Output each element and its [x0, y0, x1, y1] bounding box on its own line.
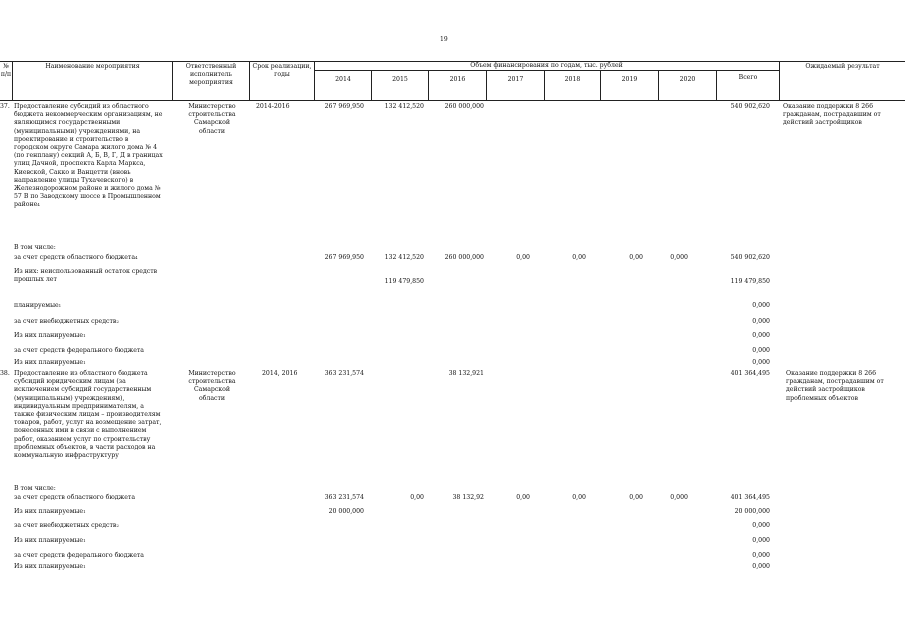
row38-sub-label: Из них планируемые$^1$: [14, 537, 86, 544]
row38-sub-1-value-2015: 0,00: [410, 494, 424, 501]
row37-sub-3-value-Всего: 0,000: [752, 302, 770, 309]
row37-sub-label: Из них планируемые$^1$: [14, 332, 86, 339]
row38-sub-label: Из них планируемые$^1$: [14, 563, 86, 570]
row37-sub-1-value-Всего: 540 902,620: [730, 254, 770, 261]
row37-sub-footnote: 1: [83, 333, 86, 338]
row37-sub-label: за счет средств областного бюджета$^4$: [14, 254, 138, 261]
header-year-2019: 2019: [621, 76, 638, 83]
row37-sub-footnote: 4: [135, 255, 138, 260]
row37-sub-footnote: 2: [116, 319, 119, 324]
row38-sub-1-value-Всего: 401 364,495: [730, 494, 770, 501]
page-number: 19: [440, 36, 448, 43]
row38-sub-2-value-2014: 20 000,000: [328, 508, 364, 515]
row38-term: 2014, 2016: [262, 370, 298, 377]
row38-sub-1-value-2019: 0,00: [629, 494, 643, 501]
row38-sub-3-value-Всего: 0,000: [752, 522, 770, 529]
row37-sub-label: планируемые$^1$: [14, 302, 62, 309]
row37-value-2016: 260 000,000: [444, 103, 484, 110]
row37-sub-5-value-Всего: 0,000: [752, 332, 770, 339]
row38-no: 38.: [0, 370, 10, 377]
row37-sub-label: за счет внебюджетных средств$^2$: [14, 318, 119, 325]
row37-value-2015: 132 412,520: [384, 103, 424, 110]
row38-sub-footnote: 1: [83, 538, 86, 543]
row38-sub-label: за счет средств областного бюджета: [14, 494, 136, 501]
row37-sub-1-value-2017: 0,00: [516, 254, 530, 261]
row37-sub-label: за счет средств федерального бюджета: [14, 347, 144, 354]
row37-sub-2-value-Всего: 119 479,850: [730, 278, 770, 285]
row38-sub-footnote: 1: [83, 564, 86, 569]
header-bottom-line: [0, 100, 905, 101]
row37-sub-label: Из них планируемые$^1$: [14, 359, 86, 366]
row38-resp: Министерство строительства Самарской области: [188, 370, 236, 402]
row38-sub-1-value-2018: 0,00: [572, 494, 586, 501]
row37-sub-1-value-2020: 0,000: [670, 254, 688, 261]
header-col-fin: Объем финансирования по годам, тыс. рублей: [470, 62, 623, 69]
row37-sub-1-value-2019: 0,00: [629, 254, 643, 261]
row38-value-2014: 363 231,574: [324, 370, 364, 377]
header-year-2018: 2018: [564, 76, 581, 83]
row37-sub-4-value-Всего: 0,000: [752, 318, 770, 325]
row38-value-2016: 38 132,921: [448, 370, 484, 377]
row37-sub-1-value-2015: 132 412,520: [384, 254, 424, 261]
row38-sub-1-value-2016: 38 132,92: [452, 494, 484, 501]
row38-sub-2-value-Всего: 20 000,000: [734, 508, 770, 515]
row38-sub-label: за счет внебюджетных средств$^2$: [14, 522, 119, 529]
row38-result: Оказание поддержки 8 266 гражданам, пострадавшим от действий застройщиков проблемных объектов: [786, 370, 884, 402]
header-col-result: Ожидаемый результат: [805, 63, 880, 70]
row37-sub-1-value-2016: 260 000,000: [444, 254, 484, 261]
row37-resp: Министерство строительства Самарской области: [188, 103, 236, 135]
row37-term: 2014-2016: [256, 103, 290, 110]
header-col-name: Наименование мероприятия: [45, 63, 140, 70]
row38-sub-1-value-2014: 363 231,574: [324, 494, 364, 501]
row37-sub-6-value-Всего: 0,000: [752, 347, 770, 354]
row37-sub-label: Из них: неиспользованный остаток средств прошлых лет: [14, 268, 158, 284]
header-year-2015: 2015: [392, 76, 408, 83]
header-col-term: Срок реализации, годы: [252, 63, 312, 78]
row37-sub-label: В том числе:: [14, 244, 56, 251]
row37-value-Всего: 540 902,620: [730, 103, 770, 110]
header-year-2020: 2020: [679, 76, 696, 83]
row37-result: Оказание поддержки 8 266 гражданам, пострадавшим от действий застройщиков: [783, 103, 881, 127]
row38-sub-1-value-2017: 0,00: [516, 494, 530, 501]
header-col-resp: Ответственный исполнитель мероприятия: [185, 63, 237, 86]
row37-sub-1-value-2014: 267 969,950: [324, 254, 364, 261]
row38-sub-label: Из них планируемые$^1$: [14, 508, 86, 515]
row37-name: Предоставление субсидий из областного бюджета некоммерческим организациям, не являющимся государственными (муниципальными) учреждениями, на проектирование и строительство в городском округе Самара жилого дома № 4 (по генплану) секций А, Б, В, Г, Д в границах улиц Дачной, проспекта Карла Маркса, Киевской, Сакко и Ванцетти (вновь направление улицы Тухачевского) в Железнодорожном районе и жилого дома № 57 В по Заводскому шоссе в Промышленном районе$^4$: [14, 103, 163, 209]
header-col-no: № п/п: [0, 63, 12, 78]
row37-sub-footnote: 1: [58, 303, 62, 308]
row37-sub-1-value-2018: 0,00: [572, 254, 586, 261]
header-year-2017: 2017: [507, 76, 524, 83]
row38-value-Всего: 401 364,495: [730, 370, 770, 377]
row38-sub-5-value-Всего: 0,000: [752, 552, 770, 559]
row37-sub-7-value-Всего: 0,000: [752, 359, 770, 366]
row37-sub-2-value-2015: 119 479,850: [384, 278, 424, 285]
header-year-2016: 2016: [449, 76, 466, 83]
row38-sub-footnote: 1: [83, 509, 86, 514]
row38-name: Предоставление из областного бюджета субсидий юридическим лицам (за исключением субсидий государственным (муниципальным) учреждениям), индивидуальным предпринимателям, а также физическим лицам – производителям товаров, работ, услуг на возмещение затрат, понесенных ими в связи с выполнением работ, оказанием услуг по строительству проблемных объектов, в части расходов на коммунальную инфраструктуру: [14, 370, 162, 460]
row38-sub-footnote: 2: [116, 523, 119, 528]
row38-sub-4-value-Всего: 0,000: [752, 537, 770, 544]
row37-sup: 4: [37, 202, 40, 208]
header-total: Всего: [738, 74, 758, 81]
row38-sub-1-value-2020: 0,000: [670, 494, 688, 501]
row37-sub-footnote: 1: [83, 360, 86, 365]
row37-value-2014: 267 969,950: [324, 103, 364, 110]
row38-sub-label: В том числе:: [14, 485, 56, 492]
row38-sub-label: за счет средств федерального бюджета: [14, 552, 144, 559]
row37-no: 37.: [0, 103, 10, 110]
row38-sub-6-value-Всего: 0,000: [752, 563, 770, 570]
fin-subheader-line: [314, 70, 779, 71]
header-year-2014: 2014: [335, 76, 351, 83]
